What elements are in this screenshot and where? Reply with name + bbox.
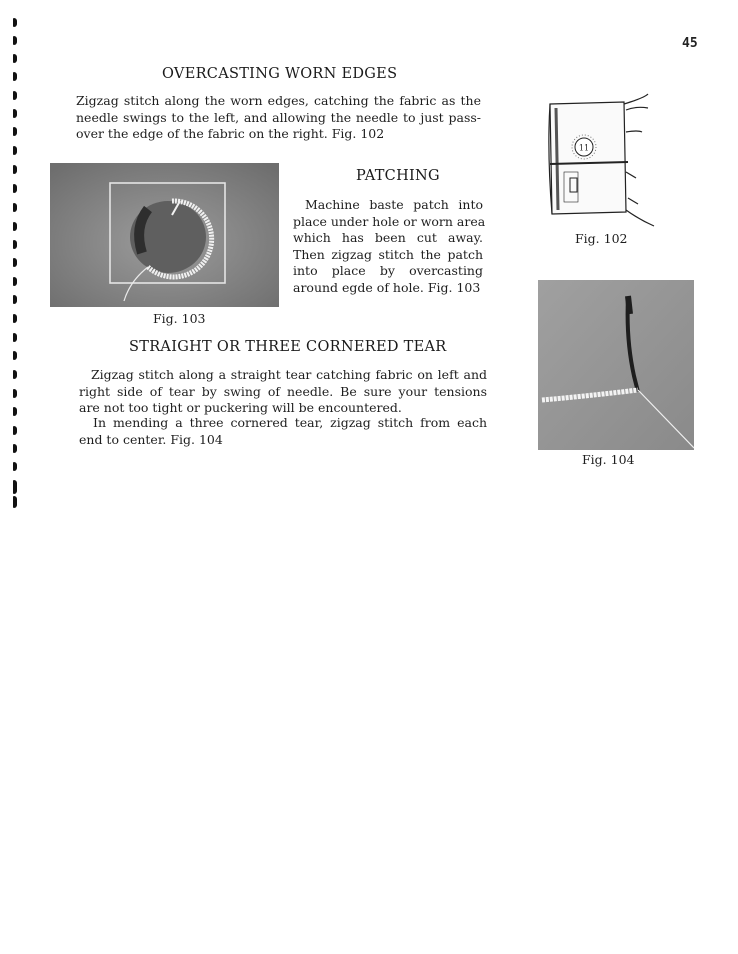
binding-mark: [13, 314, 17, 323]
paragraph-overcasting: [76, 93, 481, 143]
figure-102-illustration: [544, 92, 656, 230]
text-line: Then zigzag stitch the patch: [293, 246, 483, 262]
figure-103-caption: Fig. 103: [153, 311, 206, 326]
paragraph-tear-continued: [79, 415, 487, 448]
text-line: In mending a three cornered tear, zigzag stitch from each: [93, 415, 487, 430]
binding-mark: [13, 407, 17, 416]
binding-mark: [13, 165, 17, 174]
text-line: into place by overcasting: [293, 263, 483, 278]
text-line: Machine baste patch into: [305, 197, 483, 212]
binding-mark: [13, 36, 17, 45]
binding-mark: [13, 444, 17, 453]
section-heading-overcasting: OVERCASTING WORN EDGES: [162, 66, 398, 82]
text-line: end to center. Fig. 104: [79, 431, 223, 447]
figure-104-caption: Fig. 104: [582, 452, 635, 467]
binding-mark: [13, 351, 17, 360]
binding-mark: [13, 389, 17, 398]
figure-104-photo: [538, 280, 694, 450]
text-line: needle swings to the left, and allowing the needle to just pass-: [76, 109, 481, 125]
sewing-machine-drawing: [544, 92, 656, 230]
page-number: 45: [682, 36, 698, 51]
section-heading-patching: PATCHING: [356, 168, 440, 184]
binding-mark: [13, 258, 17, 267]
patch-photo-drawing: [50, 163, 279, 307]
binding-mark: [13, 295, 17, 304]
text-line: Zigzag stitch along the worn edges, catching the fabric as the: [76, 93, 481, 108]
text-line: Zigzag stitch along a straight tear catching fabric on left and: [91, 367, 487, 382]
binding-mark: [13, 426, 17, 435]
binding-mark: [13, 480, 17, 494]
binding-mark: [13, 203, 17, 212]
figure-102-caption: Fig. 102: [575, 231, 628, 246]
binding-mark: [13, 72, 17, 81]
binding-mark: [13, 54, 17, 63]
binding-mark: [13, 277, 17, 286]
figure-103-photo: [50, 163, 279, 307]
binding-mark: [13, 91, 17, 100]
text-line: which has been cut away.: [293, 230, 483, 245]
text-line: over the edge of the fabric on the right. Fig. 102: [76, 126, 385, 141]
text-line: are not too tight or puckering will be encountered.: [79, 400, 402, 415]
binding-mark: [13, 109, 17, 118]
text-line: around egde of hole. Fig. 103: [293, 279, 481, 295]
binding-mark: [13, 222, 17, 231]
stitch-dial-label: 11: [578, 143, 590, 153]
paragraph-patching: [293, 197, 486, 296]
binding-mark: [13, 496, 17, 508]
binding-mark: [13, 184, 17, 193]
binding-mark: [13, 370, 17, 379]
binding-mark: [13, 127, 17, 136]
binding-mark: [13, 146, 17, 155]
tear-photo-drawing: [538, 280, 694, 450]
binding-mark: [13, 18, 17, 27]
section-heading-tear: STRAIGHT OR THREE CORNERED TEAR: [129, 339, 447, 355]
binding-mark: [13, 333, 17, 342]
paragraph-tear: [79, 367, 487, 417]
text-line: right side of tear by swing of needle. Be sure your tensions: [79, 383, 487, 399]
text-line: place under hole or worn area: [293, 213, 486, 229]
binding-mark: [13, 462, 17, 471]
binding-mark: [13, 240, 17, 249]
